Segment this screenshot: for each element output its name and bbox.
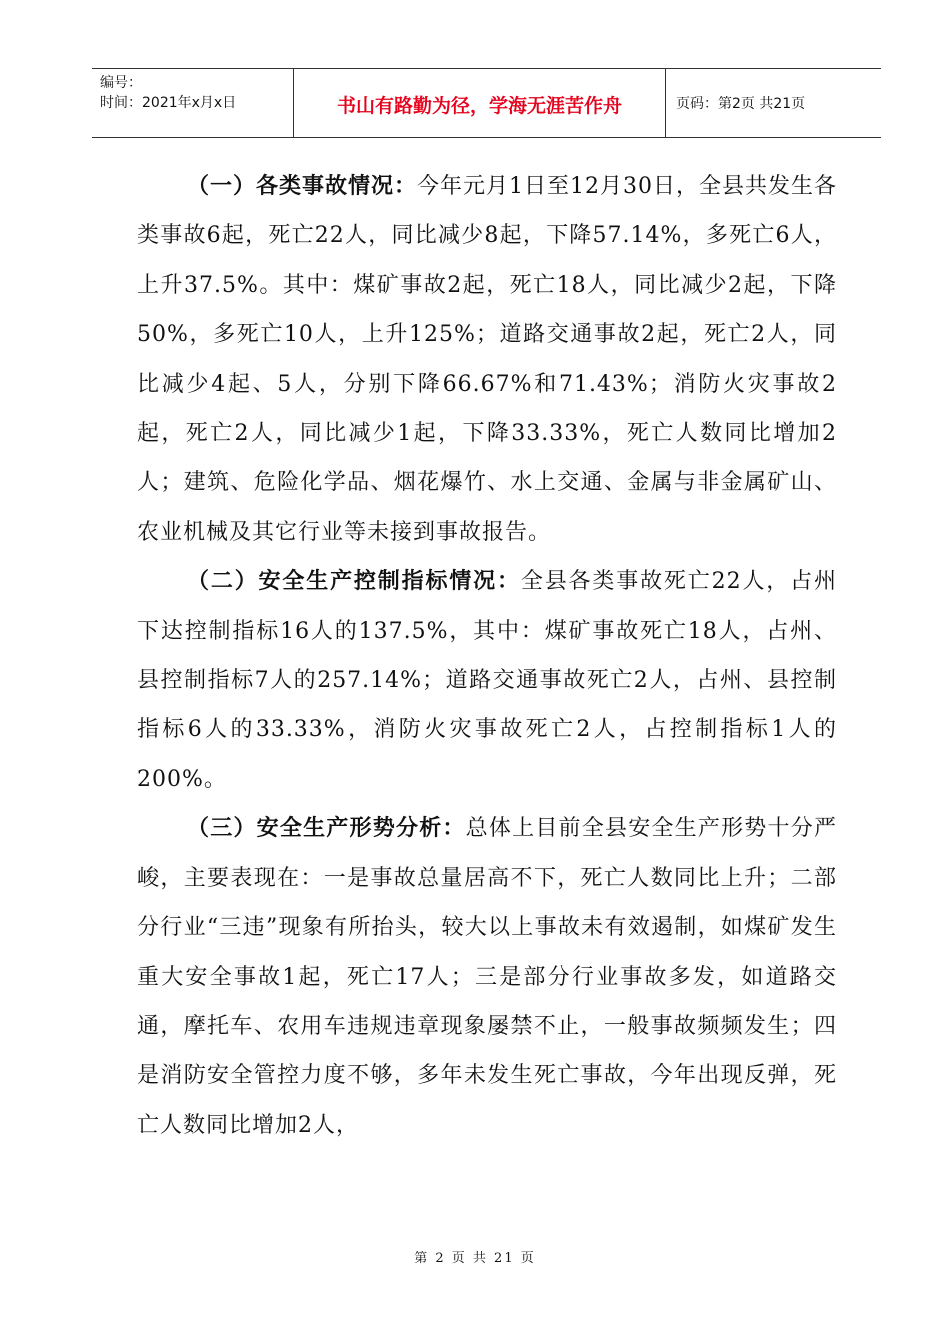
document-body bbox=[137, 162, 837, 1150]
page-header bbox=[92, 68, 881, 138]
section-heading-2: （二）安全生产控制指标情况： bbox=[187, 569, 521, 595]
paragraph-text-2: 全县各类事故死亡22人，占州下达控制指标16人的137.5%，其中：煤矿事故死亡18人，占州、县控制指标7人的257.14%；道路交通事故死亡2人，占州、县控制指标6人的33.33%，消防火灾事故死亡2人，占控制指标1人的200%。 bbox=[137, 569, 837, 792]
header-motto: 书山有路勤为径，学海无涯苦作舟 bbox=[336, 95, 622, 117]
section-heading-1: （一）各类事故情况： bbox=[187, 174, 418, 199]
header-meta bbox=[100, 73, 236, 113]
section-heading-3: （三）安全生产形势分析： bbox=[187, 816, 466, 842]
time-label: 时间：2021年x月x日 bbox=[100, 95, 237, 111]
paragraph-text-1: 今年元月1日至12月30日，全县共发生各类事故6起，死亡22人，同比减少8起，下降57.14%，多死亡6人，上升37.5%。其中：煤矿事故2起，死亡18人，同比减少2起，下降50%，多死亡10人，上升125%；道路交通事故2起，死亡2人，同比减少4起、5人，分别下降66.67%和71.43%；消防火灾事故2起，死亡2人，同比减少1起，下降33.33%，死亡人数同比增加2人；建筑、危险化学品、烟花爆竹、水上交通、金属与非金属矿山、农业机械及其它行业等未接到事故报告。 bbox=[137, 174, 838, 545]
paragraph-text-3: 总体上目前全县安全生产形势十分严峻，主要表现在：一是事故总量居高不下，死亡人数同比上升；二部分行业“三违”现象有所抬头，较大以上事故未有效遏制，如煤矿发生重大安全事故1起，死亡17人；三是部分行业事故多发，如道路交通，摩托车、农用车违规违章现象屡禁不止，一般事故频频发生；四是消防安全管控力度不够，多年未发生死亡事故，今年出现反弹，死亡人数同比增加2人， bbox=[137, 816, 837, 1138]
paragraph-situation-analysis bbox=[137, 804, 837, 1150]
header-divider-right bbox=[665, 69, 666, 137]
paragraph-control-indicators bbox=[137, 557, 837, 804]
page-footer: 第 2 页 共 21 页 bbox=[414, 1251, 536, 1266]
serial-label: 编号： bbox=[100, 75, 142, 91]
header-page-info: 页码：第2页 共21页 bbox=[676, 96, 806, 112]
paragraph-accident-overview bbox=[137, 162, 837, 557]
